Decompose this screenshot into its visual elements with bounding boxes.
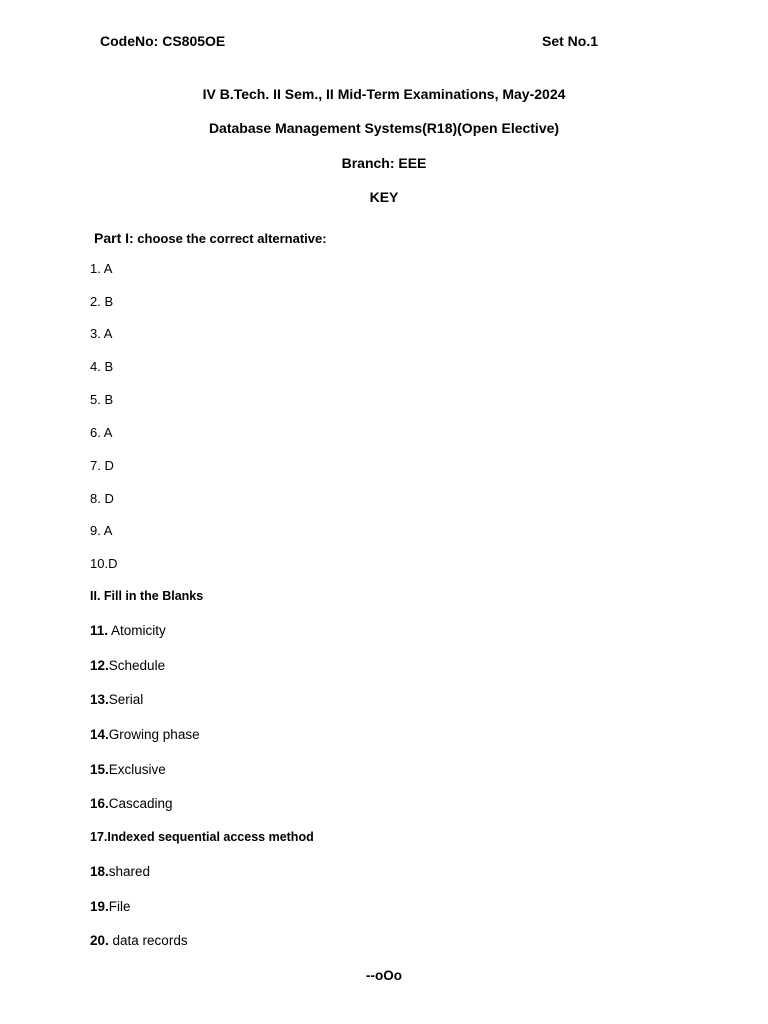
fill-item <box>90 658 165 673</box>
fill-item <box>90 762 166 777</box>
fill-item-answer: Cascading <box>108 796 173 811</box>
part2-heading: II. Fill in the Blanks <box>90 589 204 603</box>
exam-title: IV B.Tech. II Sem., II Mid-Term Examinations, May-2024 <box>202 86 566 102</box>
answer-item: 5. B <box>90 392 114 407</box>
end-marker: --oOo <box>366 968 402 983</box>
fill-item <box>90 623 166 638</box>
fill-item-number: 18. <box>90 864 109 879</box>
fill-item <box>90 692 143 707</box>
answer-item: 8. D <box>90 491 114 506</box>
fill-item-answer: Growing phase <box>108 727 200 742</box>
fill-item-number: 19. <box>90 899 109 914</box>
fill-item-number: 17. <box>90 830 108 844</box>
answer-item: 4. B <box>90 359 114 374</box>
answer-item: 10.D <box>90 556 118 571</box>
fill-item-number: 13. <box>90 692 109 707</box>
fill-item-answer: data records <box>108 933 188 948</box>
answer-item: 7. D <box>90 458 114 473</box>
fill-item-number: 14. <box>90 727 109 742</box>
fill-item <box>90 830 314 844</box>
fill-item <box>90 864 150 879</box>
fill-item-number: 12. <box>90 658 109 673</box>
key-label: KEY <box>369 189 399 205</box>
set-number: Set No.1 <box>542 33 599 49</box>
part1-heading-label: Part I: <box>94 230 134 246</box>
fill-item-answer: Serial <box>108 692 144 707</box>
fill-item-number: 16. <box>90 796 109 811</box>
part1-heading <box>94 230 327 246</box>
answer-item: 6. A <box>90 425 113 440</box>
fill-item-number: 15. <box>90 762 109 777</box>
fill-item-answer: Atomicity <box>108 623 166 638</box>
fill-item <box>90 933 188 948</box>
fill-item-number: 20. <box>90 933 109 948</box>
fill-item <box>90 727 200 742</box>
answer-item: 9. A <box>90 523 113 538</box>
subject-title: Database Management Systems(R18)(Open Elective) <box>208 120 560 136</box>
branch-label: Branch: EEE <box>341 155 427 171</box>
fill-item-answer: File <box>108 899 131 914</box>
fill-item-answer: Schedule <box>108 658 166 673</box>
code-number: CodeNo: CS805OE <box>100 33 226 49</box>
fill-item <box>90 796 173 811</box>
fill-item-answer: shared <box>108 864 151 879</box>
answer-item: 3. A <box>90 326 113 341</box>
answer-item: 2. B <box>90 294 114 309</box>
fill-item-number: 11. <box>90 623 109 638</box>
answer-item: 1. A <box>90 261 113 276</box>
fill-item-answer: Exclusive <box>108 762 166 777</box>
part1-heading-text: choose the correct alternative: <box>133 231 327 246</box>
fill-item-answer: Indexed sequential access method <box>107 830 314 844</box>
fill-item <box>90 899 131 914</box>
